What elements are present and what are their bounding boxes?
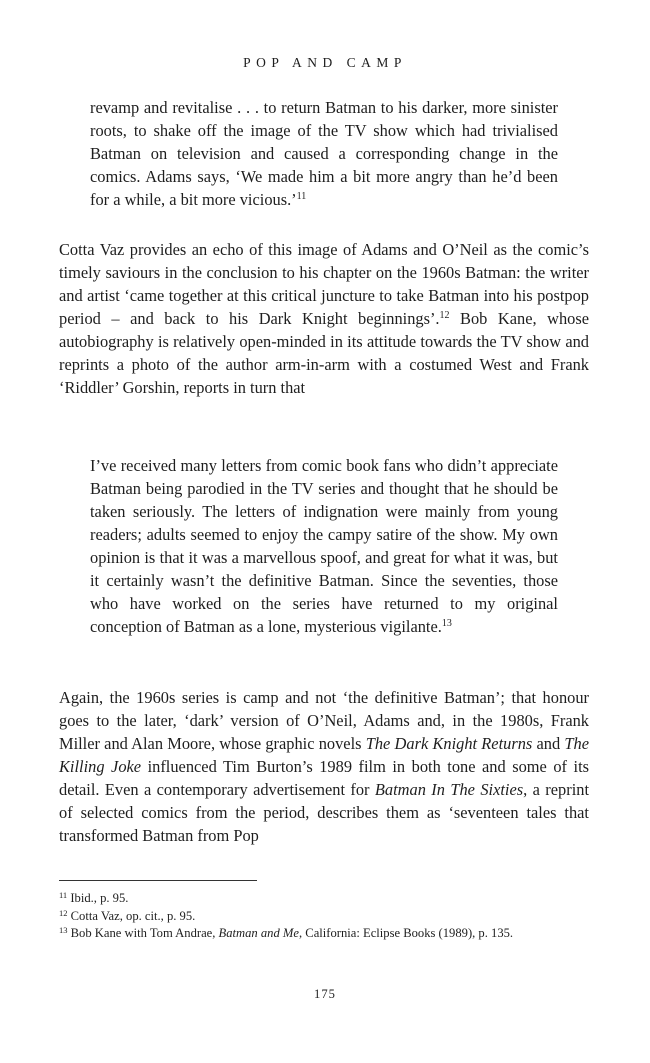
- paragraph-1-part-b: Bob Kane, whose autobiography is relatively open-minded in its attitude towards the TV show and reprints a photo of the author arm-in-arm with a costumed West and Frank ‘Riddler’ Gorshin, reports in turn that: [59, 309, 589, 397]
- footnote-title-batman-and-me: Batman and Me: [218, 926, 299, 940]
- footnote-text: Cotta Vaz, op. cit., p. 95.: [70, 908, 196, 923]
- paragraph-2-part-c: influenced Tim Burton’s 1989 film in both tone and some of its detail. Even a contemporary advertisement for: [59, 757, 589, 799]
- footnote-number: 11: [59, 890, 68, 900]
- footnote-text-end: , California: Eclipse Books (1989), p. 135.: [299, 926, 514, 940]
- footnotes: [59, 890, 589, 943]
- paragraph-2: [59, 686, 589, 847]
- paragraph-1-text: [59, 238, 589, 399]
- quote-2-body: I’ve received many letters from comic book fans who didn’t appreciate Batman being parodied in the TV series and thought that he should be taken seriously. The letters of indignation were mainly from young readers; adults seemed to enjoy the campy satire of the show. My own opinion is that it was a marvellous spoof, and great for what it was, but it certainly wasn’t the definitive Batman. Since the seventies, those who have worked on the series have returned to my original conception of Batman as a lone, mysterious vigilante.: [90, 456, 558, 636]
- paragraph-2-part-b: and: [532, 734, 565, 753]
- footnote-13: [59, 925, 589, 943]
- paragraph-2-text: [59, 686, 589, 847]
- paragraph-2-part-a: Again, the 1960s series is camp and not ‘the definitive Batman’; that honour goes to the later, ‘dark’ version of O’Neil, Adams and, in the 1980s, Frank Miller and Alan Moore, whose graphic novels: [59, 688, 589, 753]
- note-ref-11: 11: [296, 191, 307, 202]
- paragraph-2-part-d: , a reprint of selected comics from the period, describes them as ‘seventeen tales that transformed Batman from Pop: [59, 780, 590, 845]
- quote-2-text: [90, 454, 558, 638]
- note-ref-12: 12: [439, 310, 450, 321]
- paragraph-1-part-a: Cotta Vaz provides an echo of this image of Adams and O’Neil as the comic’s timely saviours in the conclusion to his chapter on the 1960s Batman: the writer and artist ‘came together at this critical juncture to take Batman into his postpop period – and back to his Dark Knight beginnings’.: [59, 240, 589, 328]
- page-number: 175: [314, 987, 336, 1001]
- footnote-rule: [59, 880, 257, 881]
- title-killing-joke: The Killing Joke: [59, 734, 589, 776]
- footnote-11: [59, 890, 589, 908]
- footnote-text: Ibid., p. 95.: [70, 891, 129, 905]
- block-quote-1: [90, 96, 558, 211]
- footnote-number: 13: [59, 925, 68, 935]
- footnote-text: Bob Kane with Tom Andrae,: [70, 926, 219, 940]
- footnote-12: [59, 908, 589, 926]
- footnote-number: 12: [59, 907, 68, 918]
- quote-1-text: [90, 96, 558, 211]
- title-batman-in-the-sixties: Batman In The Sixties: [374, 780, 524, 799]
- note-ref-13: 13: [441, 618, 452, 629]
- paragraph-1: [59, 238, 589, 399]
- running-head: POP AND CAMP: [243, 55, 407, 70]
- block-quote-2: [90, 454, 558, 638]
- quote-1-body: revamp and revitalise . . . to return Batman to his darker, more sinister roots, to shake off the image of the TV show which had trivialised Batman on television and caused a corresponding change in the comics. Adams says, ‘We made him a bit more angry than he’d been for a while, a bit more vicious.’: [90, 98, 558, 209]
- title-dark-knight-returns: The Dark Knight Returns: [365, 734, 533, 753]
